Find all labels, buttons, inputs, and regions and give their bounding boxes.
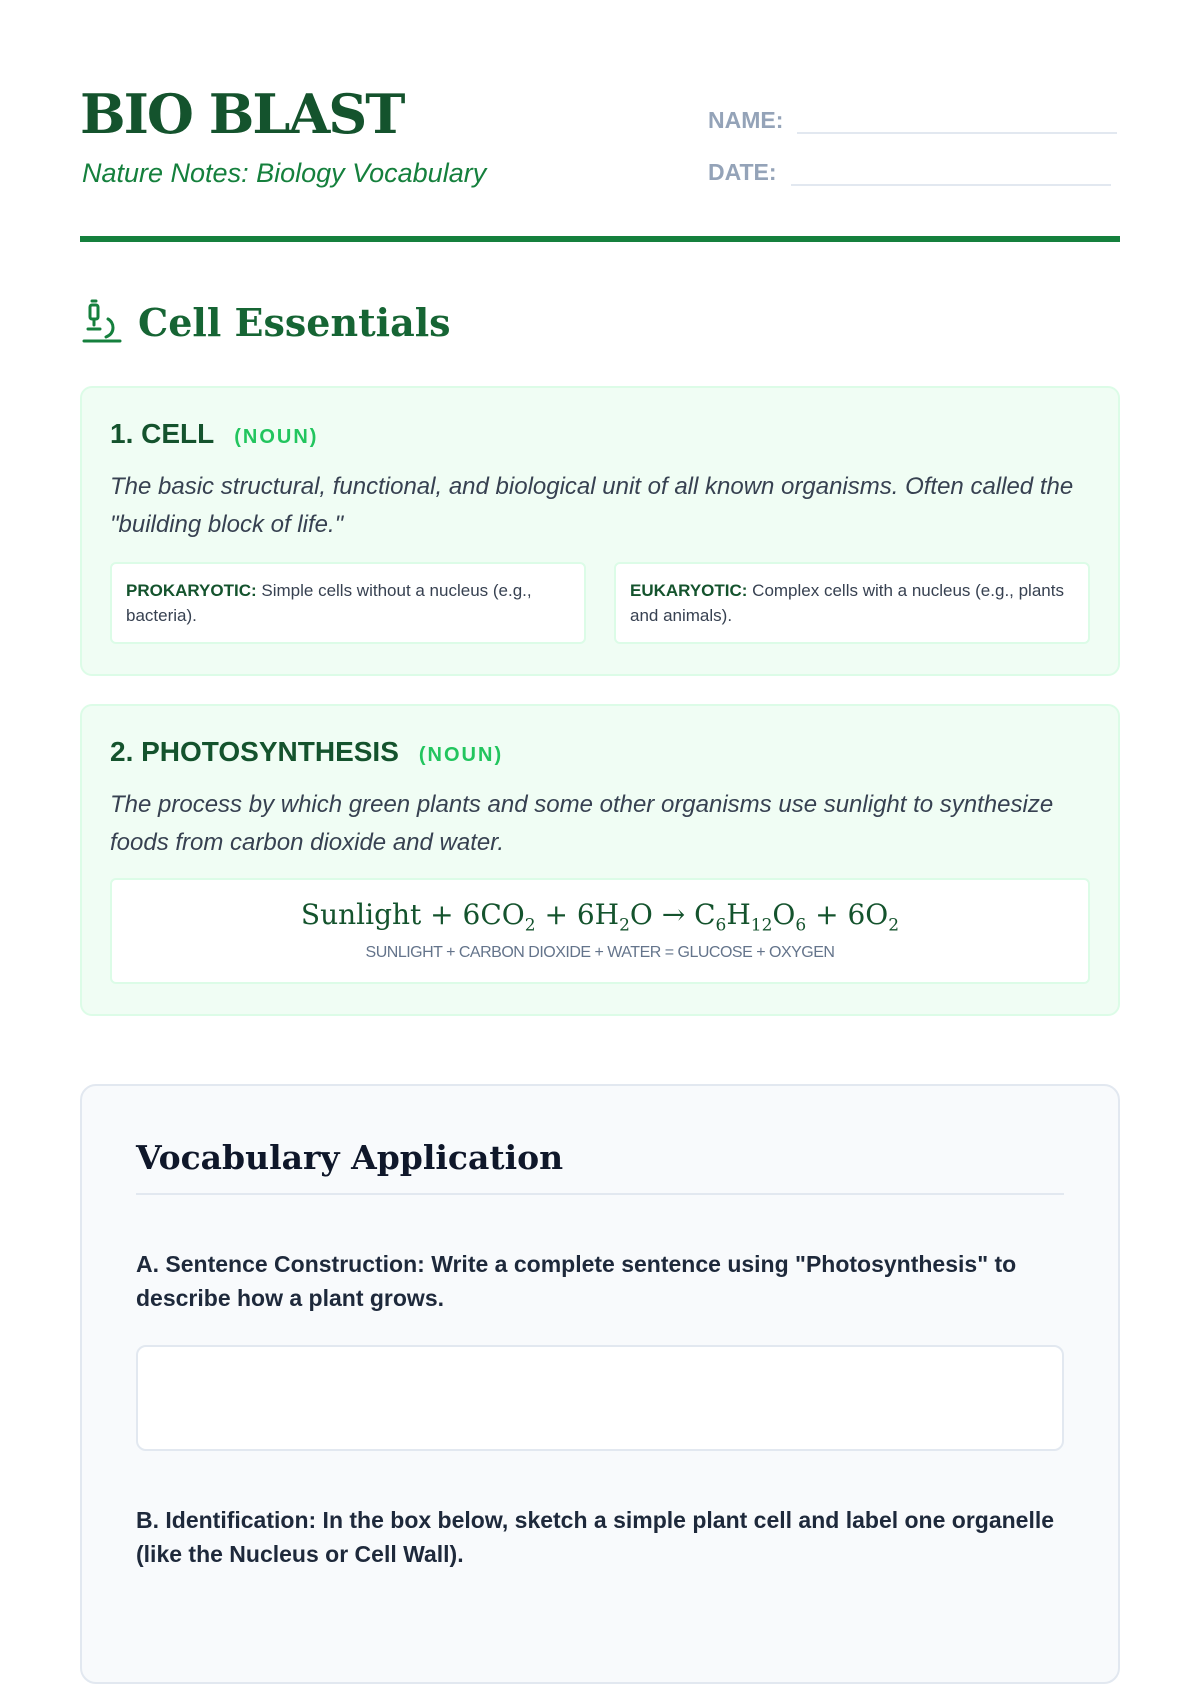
section-title: Cell Essentials bbox=[138, 299, 451, 345]
date-label: DATE: bbox=[708, 159, 777, 185]
page-title: BIO BLAST bbox=[80, 82, 404, 146]
answer-box-a[interactable] bbox=[136, 1345, 1064, 1451]
name-field[interactable] bbox=[708, 104, 1117, 134]
sub-text: Complex cells with a nucleus (e.g., plants and animals). bbox=[630, 581, 1064, 625]
section-heading bbox=[80, 292, 1120, 352]
name-label: NAME: bbox=[708, 107, 784, 133]
equation-box bbox=[110, 878, 1090, 984]
vocabulary-application bbox=[80, 1084, 1120, 1684]
term-word: 2. PHOTOSYNTHESIS bbox=[110, 736, 399, 767]
term-card-photosynthesis bbox=[80, 704, 1120, 1016]
sub-text: Simple cells without a nucleus (e.g., bacteria). bbox=[126, 581, 532, 625]
page-subtitle: Nature Notes: Biology Vocabulary bbox=[82, 158, 487, 188]
part-of-speech: (NOUN) bbox=[234, 426, 319, 448]
part-of-speech: (NOUN) bbox=[418, 744, 504, 766]
term-definition: The process by which green plants and some other organisms use sunlight to synthesize foods from carbon dioxide and water. bbox=[110, 791, 1054, 856]
question-a: A. Sentence Construction: Write a complete sentence using "Photosynthesis" to describe how a plant grows. bbox=[136, 1250, 1017, 1311]
term-word: 1. CELL bbox=[110, 418, 215, 449]
term-card-cell bbox=[80, 386, 1120, 676]
equation-words: SUNLIGHT + CARBON DIOXIDE + WATER = GLUCOSE + OXYGEN bbox=[365, 943, 835, 961]
date-field[interactable] bbox=[708, 156, 1111, 186]
chemical-equation: Sunlight + $6CO_2 + 6H_2O \to C_6H_{12}O_6 + 6O_2$ bbox=[300, 898, 900, 936]
worksheet-header bbox=[80, 0, 1120, 242]
sub-label: PROKARYOTIC: bbox=[126, 581, 257, 600]
eukaryotic-box bbox=[614, 562, 1090, 644]
date-input-line[interactable] bbox=[791, 156, 1111, 186]
term-definition: The basic structural, functional, and biological unit of all known organisms. Often called the "building block of life." bbox=[110, 473, 1074, 538]
prokaryotic-box bbox=[110, 562, 586, 644]
name-input-line[interactable] bbox=[797, 104, 1117, 134]
application-title: Vocabulary Application bbox=[136, 1138, 1064, 1195]
question-b: B. Identification: In the box below, sketch a simple plant cell and label one organelle (like the Nucleus or Cell Wall). bbox=[136, 1506, 1055, 1567]
sub-label: EUKARYOTIC: bbox=[630, 581, 748, 600]
microscope-icon bbox=[80, 299, 124, 345]
